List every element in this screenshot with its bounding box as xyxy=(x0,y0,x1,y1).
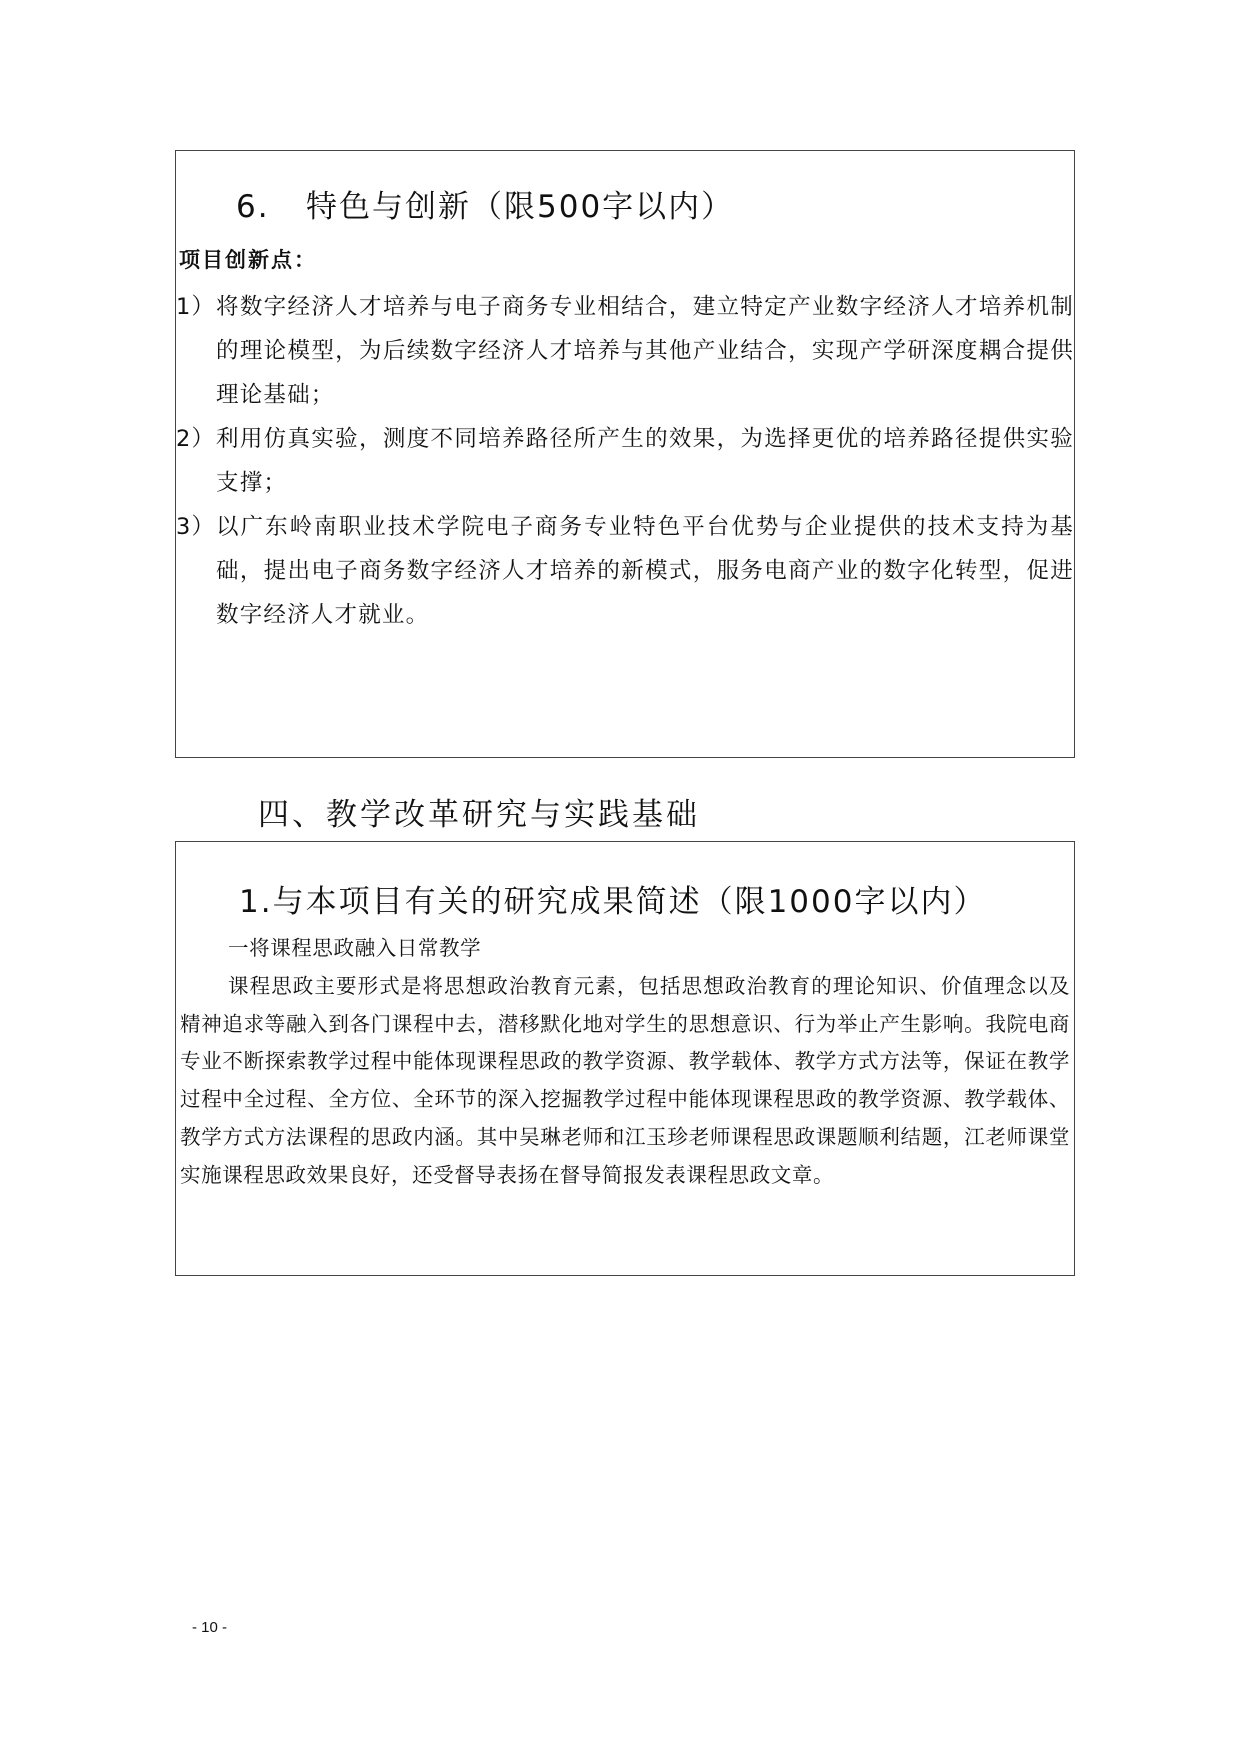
item-marker: 2） xyxy=(176,426,216,452)
item-marker: 3） xyxy=(176,514,216,540)
page-number: - 10 - xyxy=(192,1619,228,1636)
major-section-heading: 四、教学改革研究与实践基础 xyxy=(258,797,700,833)
innovation-point-item xyxy=(176,285,1076,417)
body-paragraph: 课程思政主要形式是将思想政治教育元素，包括思想政治教育的理论知识、价值理念以及精神追求等融入到各门课程中去，潜移默化地对学生的思想意识、行为举止产生影响。我院电商专业不断探索教学过程中能体现课程思政的教学资源、教学载体、教学方式方法等，保证在教学过程中全过程、全方位、全环节的深入挖掘教学过程中能体现课程思政的教学资源、教学载体、教学方式方法课程的思政内涵。其中吴琳老师和江玉珍老师课程思政课题顺利结题，江老师课堂实施课程思政效果良好，还受督导表扬在督导简报发表课程思政文章。 xyxy=(180,973,1070,1187)
research-results-body xyxy=(180,930,1070,1195)
item-text: 利用仿真实验，测度不同培养路径所产生的效果，为选择更优的培养路径提供实验支撑； xyxy=(216,426,1074,496)
subheading: 一将课程思政融入日常教学 xyxy=(228,936,482,960)
item-text: 以广东岭南职业技术学院电子商务专业特色平台优势与企业提供的技术支持为基础，提出电子商务数字经济人才培养的新模式，服务电商产业的数字化转型，促进数字经济人才就业。 xyxy=(216,514,1074,628)
innovation-point-item xyxy=(176,505,1076,637)
item-text: 将数字经济人才培养与电子商务专业相结合，建立特定产业数字经济人才培养机制的理论模型，为后续数字经济人才培养与其他产业结合，实现产学研深度耦合提供理论基础； xyxy=(216,294,1074,408)
item-marker: 1） xyxy=(176,294,216,320)
innovation-section-box xyxy=(175,150,1075,758)
research-results-box xyxy=(175,841,1075,1276)
section-6-number: 6. xyxy=(236,189,270,225)
innovation-points-label: 项目创新点： xyxy=(179,248,317,272)
innovation-point-item xyxy=(176,417,1076,505)
section-6-heading xyxy=(236,181,734,226)
innovation-points-list xyxy=(176,285,1076,637)
section-1-heading: 1.与本项目有关的研究成果简述（限1000字以内） xyxy=(239,884,987,920)
section-6-title: 特色与创新（限500字以内） xyxy=(306,189,735,225)
